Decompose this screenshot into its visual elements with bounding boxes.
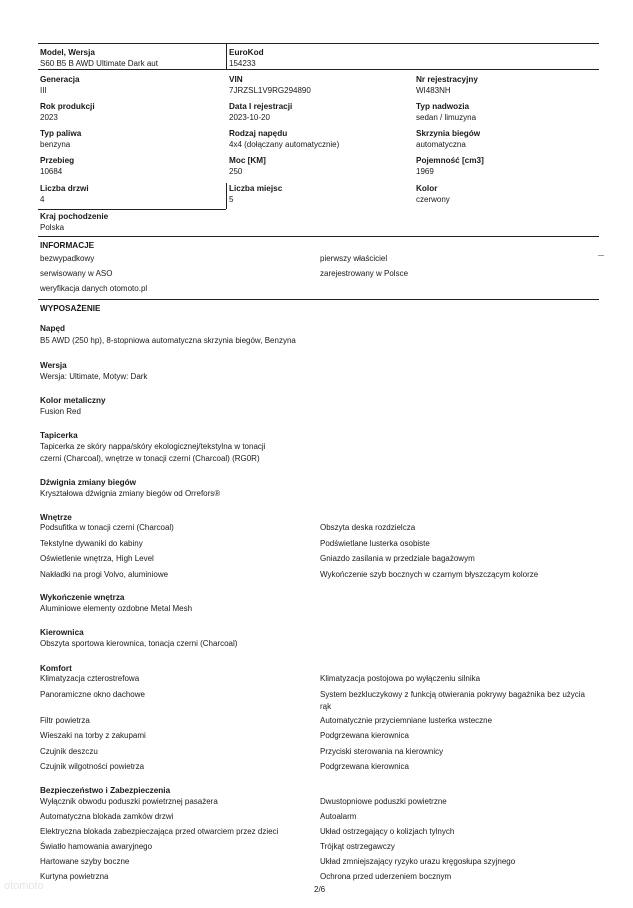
watermark: otomoto <box>4 880 44 892</box>
bezp-item: Ochrona przed uderzeniem bocznym <box>320 872 452 881</box>
rule <box>38 43 599 44</box>
value: 250 <box>229 167 243 176</box>
tapicerka-title: Tapicerka <box>40 431 78 440</box>
value: 5 <box>229 195 234 204</box>
page-number: 2/6 <box>314 885 326 894</box>
field-nadwozie <box>416 101 476 123</box>
field-przebieg <box>40 155 74 177</box>
value: 4x4 (dołączany automatycznie) <box>229 140 340 149</box>
field-vin <box>229 74 311 96</box>
bezp-item: Trójkąt ostrzegawczy <box>320 842 395 851</box>
value: III <box>40 86 47 95</box>
value: 2023-10-20 <box>229 113 270 122</box>
field-drzwi <box>40 183 89 205</box>
rule <box>38 69 599 70</box>
wnetrze-item: Wykończenie szyb bocznych w czarnym błyszczącym kolorze <box>320 570 539 579</box>
komfort-item: Podgrzewana kierownica <box>320 731 409 740</box>
field-naped <box>229 128 339 150</box>
naped-text: B5 AWD (250 hp), 8-stopniowa automatyczna skrzynia biegów, Benzyna <box>40 336 296 345</box>
label: Generacja <box>40 75 80 84</box>
wnetrze-item: Podsufitka w tonacji czerni (Charcoal) <box>40 523 174 532</box>
field-kolor <box>416 183 450 205</box>
bezp-item: Układ zmniejszający ryzyko urazu kręgosłupa szyjnego <box>320 857 516 866</box>
field-rok <box>40 101 95 123</box>
wersja-title: Wersja <box>40 361 67 370</box>
wykonczenie-title: Wykończenie wnętrza <box>40 593 125 602</box>
value: automatyczna <box>416 140 466 149</box>
field-nr-rej <box>416 74 478 96</box>
wnetrze-item: Tekstylne dywaniki do kabiny <box>40 539 143 548</box>
label: Model, Wersja <box>40 48 95 57</box>
wnetrze-item: Nakładki na progi Volvo, aluminiowe <box>40 570 169 579</box>
field-paliwo <box>40 128 81 150</box>
field-eurokod <box>229 47 264 69</box>
info-item: serwisowany w ASO <box>40 269 113 278</box>
value: czerwony <box>416 195 450 204</box>
divider <box>226 183 227 209</box>
label: Nr rejestracyjny <box>416 75 478 84</box>
value: benzyna <box>40 140 71 149</box>
dzwignia-title: Dźwignia zmiany biegów <box>40 478 136 487</box>
field-skrzynia <box>416 128 480 150</box>
info-item: weryfikacja danych otomoto.pl <box>40 284 148 293</box>
label: Skrzynia biegów <box>416 129 481 138</box>
komfort-item: Czujnik deszczu <box>40 747 98 756</box>
value: WI483NH <box>416 86 451 95</box>
wersja-text: Wersja: Ultimate, Motyw: Dark <box>40 372 148 381</box>
komfort-title: Komfort <box>40 664 72 673</box>
bezp-item: Światło hamowania awaryjnego <box>40 842 153 851</box>
komfort-item: Podgrzewana kierownica <box>320 762 409 771</box>
dzwignia-text: Kryształowa dźwignia zmiany biegów od Orrefors® <box>40 489 221 498</box>
label: Moc [KM] <box>229 156 266 165</box>
kierownica-title: Kierownica <box>40 628 84 637</box>
field-model <box>40 47 158 69</box>
kierownica-text: Obszyta sportowa kierownica, tonacja czerni (Charcoal) <box>40 639 238 648</box>
value: 7JRZSL1V9RG294890 <box>229 86 311 95</box>
field-miejsca <box>229 183 282 205</box>
label: Przebieg <box>40 156 75 165</box>
wnetrze-item: Oświetlenie wnętrza, High Level <box>40 554 154 563</box>
value: 2023 <box>40 113 58 122</box>
field-pojemnosc <box>416 155 484 177</box>
komfort-item: Filtr powietrza <box>40 716 90 725</box>
bezp-item: Elektryczna blokada zabezpieczająca przed otwarciem przez dzieci <box>40 827 279 836</box>
tapicerka-text: Tapicerka ze skóry nappa/skóry ekologicznej/tekstylna w tonacji czerni (Charcoal), wnętrze w tonacji czerni (Charcoal) (RG0R) <box>40 442 266 463</box>
label: Pojemność [cm3] <box>416 156 484 165</box>
bezp-title: Bezpieczeństwo i Zabezpieczenia <box>40 786 171 795</box>
bezp-item: Wyłącznik obwodu poduszki powietrznej pasażera <box>40 797 218 806</box>
value: S60 B5 B AWD Ultimate Dark aut <box>40 59 158 68</box>
rule <box>38 299 599 300</box>
value: 1969 <box>416 167 434 176</box>
label: Typ paliwa <box>40 129 82 138</box>
bezp-item: Kurtyna powietrzna <box>40 872 109 881</box>
info-item: zarejestrowany w Polsce <box>320 269 409 278</box>
field-data-rej <box>229 101 292 123</box>
value: 4 <box>40 195 45 204</box>
komfort-item: Czujnik wilgotności powietrza <box>40 762 145 771</box>
wnetrze-item: Obszyta deska rozdzielcza <box>320 523 416 532</box>
label: Rodzaj napędu <box>229 129 288 138</box>
label: EuroKod <box>229 48 264 57</box>
komfort-item: Wieszaki na torby z zakupami <box>40 731 146 740</box>
informacje-title: INFORMACJE <box>40 241 95 250</box>
komfort-item: Klimatyzacja postojowa po wyłączeniu silnika <box>320 674 481 683</box>
value: 154233 <box>229 59 256 68</box>
komfort-item: System bezkluczykowy z funkcją otwierania pokrywy bagażnika bez użycia rąk <box>320 690 586 711</box>
wnetrze-item: Podświetlane lusterka osobiste <box>320 539 430 548</box>
bezp-item: Hartowane szyby boczne <box>40 857 130 866</box>
label: Liczba miejsc <box>229 184 283 193</box>
divider <box>226 43 227 69</box>
naped-title: Napęd <box>40 324 66 333</box>
field-generacja <box>40 74 80 96</box>
wnetrze-item: Gniazdo zasilania w przedziale bagażowym <box>320 554 475 563</box>
info-item: pierwszy właściciel <box>320 254 388 263</box>
field-kraj <box>40 211 108 233</box>
value: 10684 <box>40 167 63 176</box>
rule <box>38 236 599 237</box>
value: sedan / limuzyna <box>416 113 477 122</box>
label: Kolor <box>416 184 438 193</box>
label: Data I rejestracji <box>229 102 293 111</box>
rule <box>38 209 226 210</box>
label: VIN <box>229 75 243 84</box>
wnetrze-title: Wnętrze <box>40 513 72 522</box>
komfort-item: Klimatyzacja czterostrefowa <box>40 674 140 683</box>
komfort-item: Przyciski sterowania na kierownicy <box>320 747 444 756</box>
wyposazenie-title: WYPOSAŻENIE <box>40 304 101 313</box>
bezp-item: Układ ostrzegający o kolizjach tylnych <box>320 827 455 836</box>
value: Polska <box>40 223 65 232</box>
kolor-text: Fusion Red <box>40 407 81 416</box>
label: Rok produkcji <box>40 102 95 111</box>
label: Typ nadwozia <box>416 102 470 111</box>
info-item: bezwypadkowy <box>40 254 95 263</box>
field-moc <box>229 155 266 177</box>
dash-marker <box>598 255 604 256</box>
bezp-item: Dwustopniowe poduszki powietrzne <box>320 797 447 806</box>
bezp-item: Autoalarm <box>320 812 357 821</box>
bezp-item: Automatyczna blokada zamków drzwi <box>40 812 174 821</box>
kolor-title: Kolor metaliczny <box>40 396 106 405</box>
label: Liczba drzwi <box>40 184 89 193</box>
komfort-item: Automatycznie przyciemniane lusterka wsteczne <box>320 716 493 725</box>
label: Kraj pochodzenie <box>40 212 109 221</box>
wykonczenie-text: Aluminiowe elementy ozdobne Metal Mesh <box>40 604 193 613</box>
komfort-item: Panoramiczne okno dachowe <box>40 690 145 699</box>
